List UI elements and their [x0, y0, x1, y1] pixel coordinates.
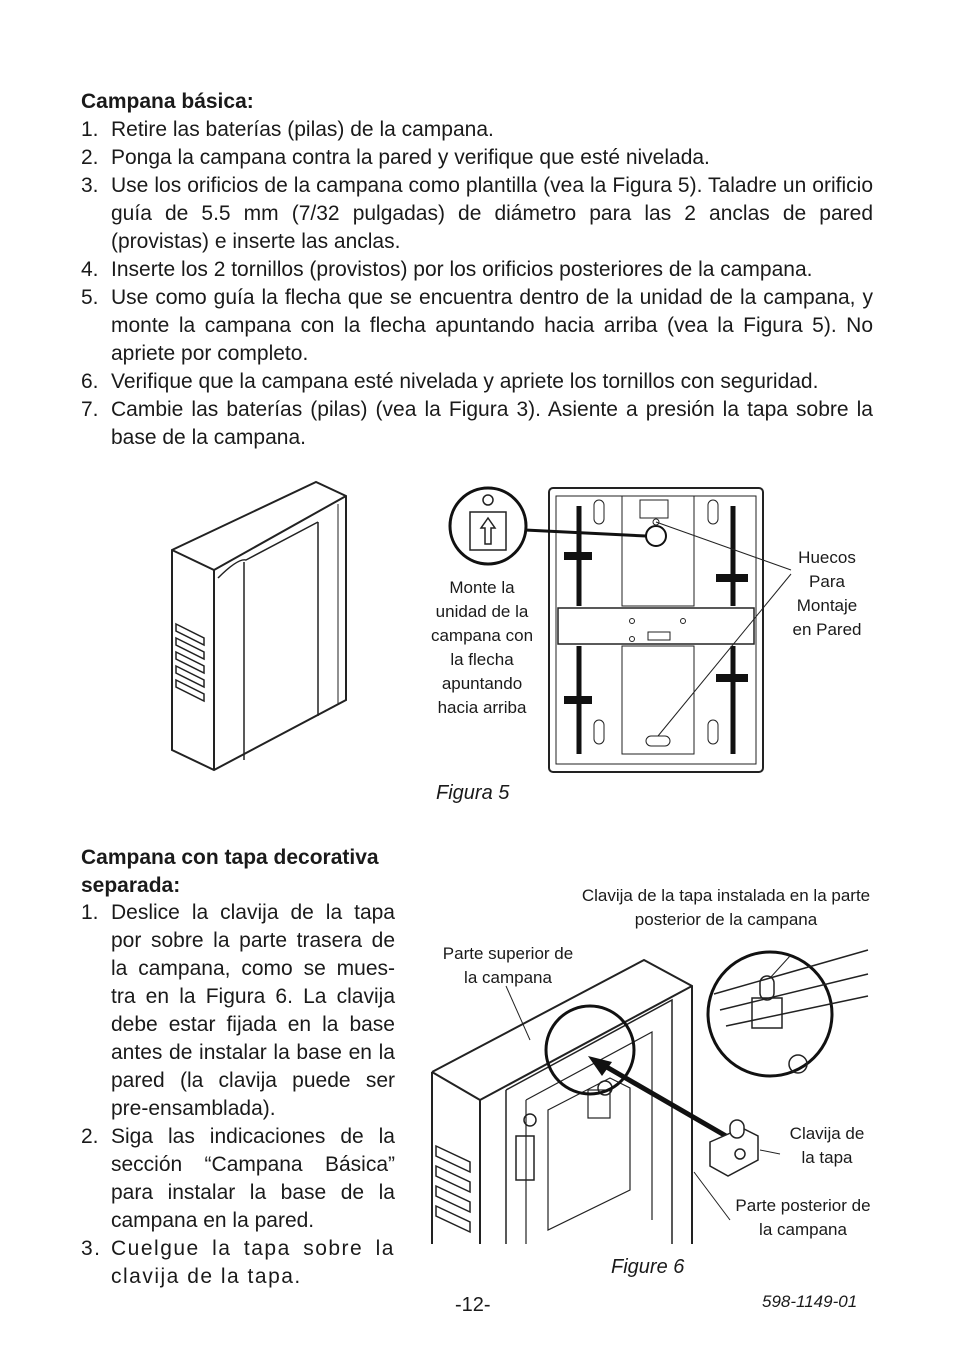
section1-heading: Campana básica:	[81, 90, 254, 113]
section2-steps	[81, 899, 395, 1291]
figure6-caption: Figure 6	[611, 1256, 685, 1278]
figure6-label-back: Parte posterior de la campana	[735, 1196, 871, 1239]
list-item: 6. Verifique que la campana esté nivelada y apriete los tornillos con seguridad.	[81, 370, 819, 393]
list-item: 7. Cambie las baterías (pilas) (vea la Figura 3). Asiente a presión la tapa sobre la base de la campana.	[81, 398, 873, 449]
list-item: 2. Siga las indicaciones de la sección “Campana Básica” para instalar la base de la campana en la pared.	[81, 1125, 395, 1232]
figure5-caption: Figura 5	[436, 782, 510, 804]
figure6-label-installed: Clavija de la tapa instalada en la parte posterior de la campana	[581, 886, 871, 929]
list-item: 1. Deslice la clavija de la tapa por sobre la parte trasera de la campana, como se mues-tra en la Figura 6. La clavija debe estar fijada en la base antes de instalar la base en la pared (la clavija puede ser pre-ensamblada).	[81, 901, 395, 1120]
figure5-label-arrow: Monte la unidad de la campana con la flecha apuntando hacia arriba	[430, 578, 534, 717]
list-item: 3. Use los orificios de la campana como plantilla (vea la Figura 5). Taladre un orificio guía de 5.5 mm (7/32 pulgadas) de diámetro para las 2 anclas de pared (provistas) e inserte las anclas.	[81, 174, 873, 253]
section2-heading: Campana con tapa decorativa separada:	[81, 846, 379, 897]
chime-cover-illustration	[168, 478, 358, 773]
figure6-label-top: Parte superior de la campana	[442, 944, 574, 987]
page-number: -12-	[455, 1294, 491, 1316]
section1-steps	[81, 116, 873, 452]
figure6-label-pin: Clavija de la tapa	[789, 1124, 865, 1167]
list-item: 5. Use como guía la flecha que se encuentra dentro de la unidad de la campana, y monte la campana con la flecha apuntando hacia arriba (vea la Figura 5). No apriete por completo.	[81, 286, 873, 365]
list-item: 4. Inserte los 2 tornillos (provistos) por los orificios posteriores de la campana.	[81, 258, 813, 281]
list-item: 3. Cuelgue la tapa sobre la clavija de la tapa.	[81, 1237, 395, 1288]
list-item: 2. Ponga la campana contra la pared y verifique que esté nivelada.	[81, 146, 710, 169]
figure5-label-holes: Huecos Para Montaje en Pared	[792, 548, 862, 639]
document-code: 598-1149-01	[762, 1292, 858, 1311]
list-item: 1. Retire las baterías (pilas) de la campana.	[81, 118, 494, 141]
